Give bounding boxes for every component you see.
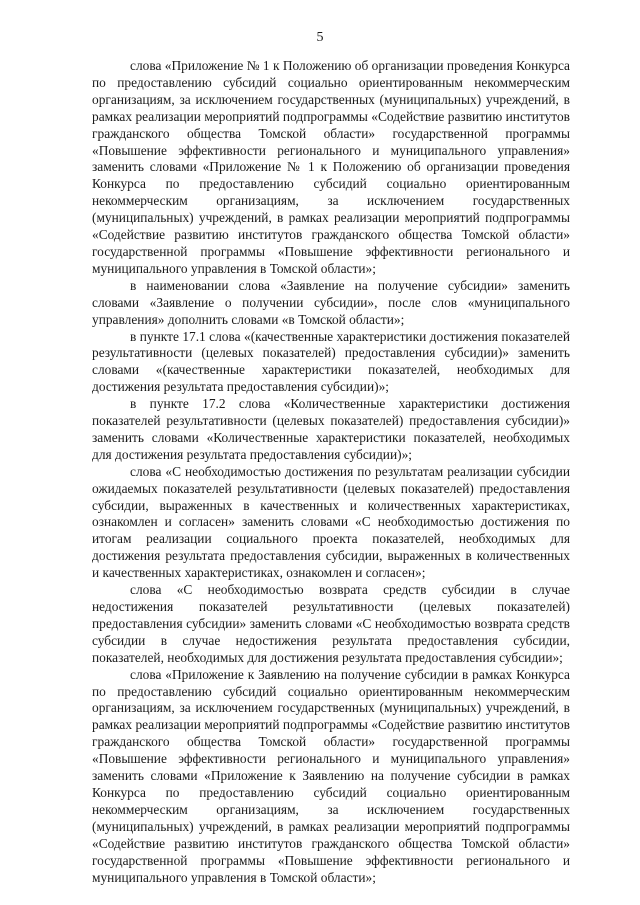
document-body xyxy=(92,58,570,886)
paragraph-clause-17-2: в пункте 17.2 слова «Количественные характеристики достижения показателей результативности (целевых показателей) предоставления субсидии)» заменить словами «Количественные характеристики показателей, необходимых для достижения результата предоставления субсидии)»; xyxy=(92,396,570,462)
paragraph-appendix-1-title-replacement: слова «Приложение № 1 к Положению об организации проведения Конкурса по предоставлению субсидий социально ориентированным некоммерческим организациям, за исключением государственных (муниципальных) учреждений, в рамках реализации мероприятий подпрограммы «Содействие развитию институтов гражданского общества Томской области» государственной программы «Повышение эффективности регионального и муниципального управления» заменить словами «Приложение № 1 к Положению об организации проведения Конкурса по предоставлению субсидий социально ориентированным некоммерческим организациям, за исключением государственных (муниципальных) учреждений, в рамках реализации мероприятий подпрограммы «Содействие развитию институтов гражданского общества Томской области» государственной программы «Повышение эффективности регионального и муниципального управления в Томской области»; xyxy=(92,58,570,276)
paragraph-application-appendix-title: слова «Приложение к Заявлению на получение субсидии в рамках Конкурса по предоставлению субсидий социально ориентированным некоммерческим организациям, за исключением государственных (муниципальных) учреждений, в рамках реализации мероприятий подпрограммы «Содействие развитию институтов гражданского общества Томской области» государственной программы «Повышение эффективности регионального и муниципального управления» заменить словами «Приложение к Заявлению на получение субсидии в рамках Конкурса по предоставлению субсидий социально ориентированным некоммерческим организациям, за исключением государственных (муниципальных) учреждений, в рамках реализации мероприятий подпрограммы «Содействие развитию институтов гражданского общества Томской области» государственной программы «Повышение эффективности регионального и муниципального управления в Томской области»; xyxy=(92,666,570,885)
paragraph-clause-17-1: в пункте 17.1 слова «(качественные характеристики достижения показателей результативности (целевых показателей) предоставления субсидии)» заменить словами «(качественные характеристики показателей, необходимых для достижения результата предоставления субсидии)»; xyxy=(92,328,570,395)
page-number: 5 xyxy=(316,30,324,45)
paragraph-achievement-consent: слова «С необходимостью достижения по результатам реализации субсидии ожидаемых показателей результативности (целевых показателей) предоставления субсидии, выраженных в качественных и количественных характеристиках, ознакомлен и согласен» заменить словами «С необходимостью достижения по итогам реализации социального проекта показателей, необходимых для достижения результата предоставления субсидии, выраженных в количественных и качественных характеристиках, ознакомлен и согласен»; xyxy=(92,463,570,581)
paragraph-application-name-change: в наименовании слова «Заявление на получение субсидии» заменить словами «Заявление о получении субсидии», после слов «муниципального управления» дополнить словами «в Томской области»; xyxy=(92,277,570,327)
paragraph-refund-consent: слова «С необходимостью возврата средств субсидии в случае недостижения показателей результативности (целевых показателей) предоставления субсидии» заменить словами «С необходимостью возврата средств субсидии в случае недостижения результата предоставления субсидии, показателей, необходимых для достижения результата предоставления субсидии»; xyxy=(92,582,570,665)
